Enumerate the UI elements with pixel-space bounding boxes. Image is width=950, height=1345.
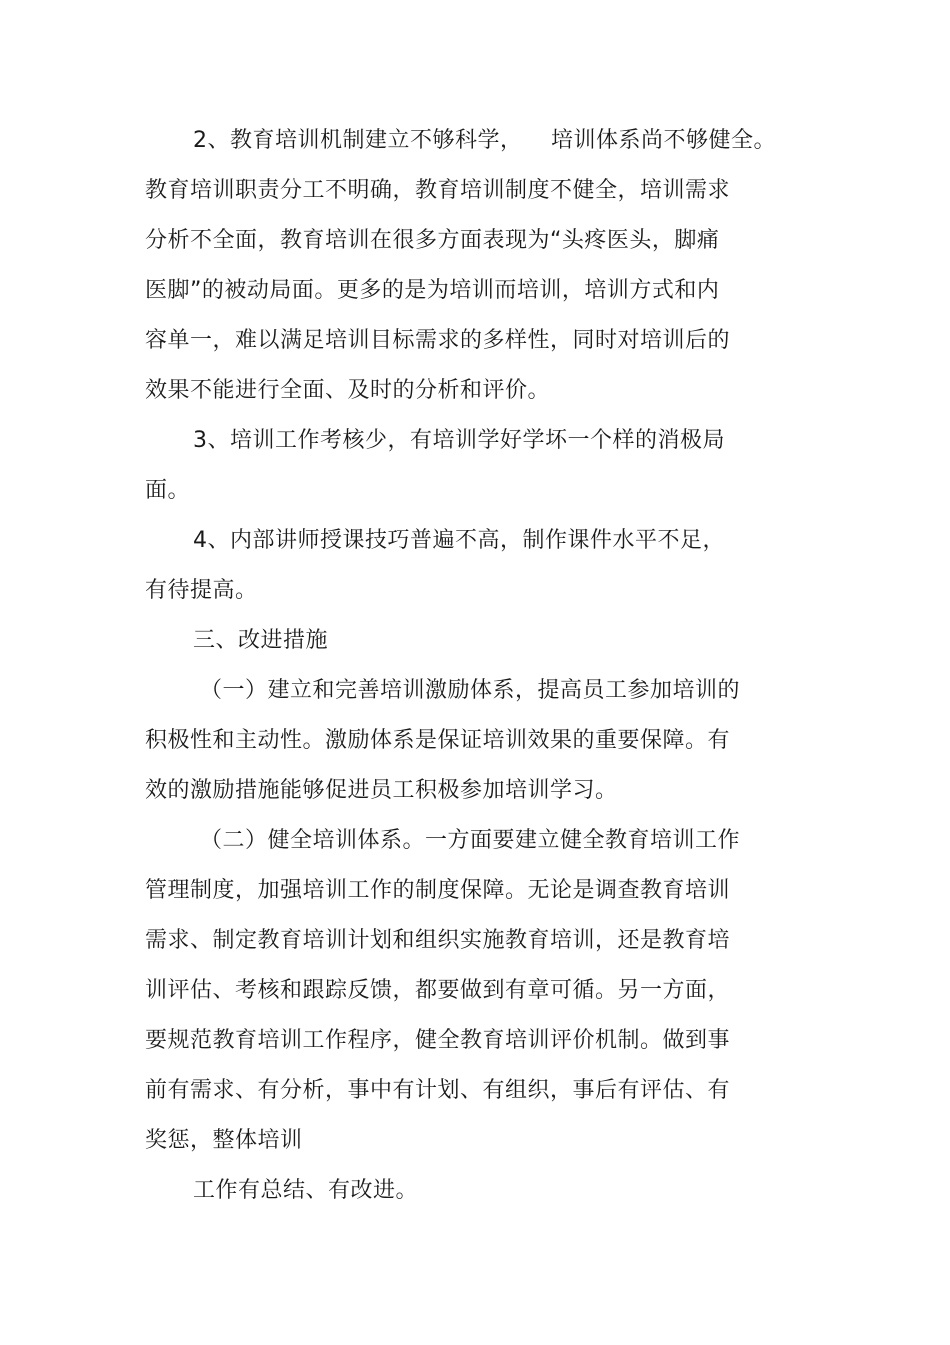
text-line: 分析不全面，教育培训在很多方面表现为“头疼医头，脚痛 [145,228,720,253]
text-line: 积极性和主动性。激励体系是保证培训效果的重要保障。有 [145,728,731,753]
text-line: 4、内部讲师授课技巧普遍不高，制作课件水平不足， [193,528,725,553]
text-line: 奖惩，整体培训 [145,1128,303,1153]
text-line: （一）建立和完善培训激励体系，提高员工参加培训的 [200,678,741,703]
text-line: 效的激励措施能够促进员工积极参加培训学习。 [145,778,618,803]
text-line: 面。 [145,478,191,503]
text-line: 医脚”的被动局面。更多的是为培训而培训，培训方式和内 [145,278,720,303]
text-line: 训评估、考核和跟踪反馈，都要做到有章可循。另一方面， [145,978,731,1003]
text-line: 有待提高。 [145,578,258,603]
text-line: （二）健全培训体系。一方面要建立健全教育培训工作 [200,828,741,853]
text-line: 容单一，难以满足培训目标需求的多样性，同时对培训后的 [145,328,731,353]
text-line: 工作有总结、有改进。 [193,1178,419,1203]
text-line: 管理制度，加强培训工作的制度保障。无论是调查教育培训 [145,878,731,903]
text-line: 培训体系尚不够健全。 [551,128,777,153]
text-line: 3、培训工作考核少，有培训学好学坏一个样的消极局 [193,428,725,453]
text-line: 教育培训职责分工不明确，教育培训制度不健全，培训需求 [145,178,731,203]
text-line: 效果不能进行全面、及时的分析和评价。 [145,378,551,403]
text-line: 前有需求、有分析，事中有计划、有组织，事后有评估、有 [145,1078,731,1103]
text-line: 需求、制定教育培训计划和组织实施教育培训，还是教育培 [145,928,731,953]
text-line: 2、教育培训机制建立不够科学， [193,128,523,153]
section-heading: 三、改进措施 [193,628,329,653]
text-line: 要规范教育培训工作程序，健全教育培训评价机制。做到事 [145,1028,731,1053]
